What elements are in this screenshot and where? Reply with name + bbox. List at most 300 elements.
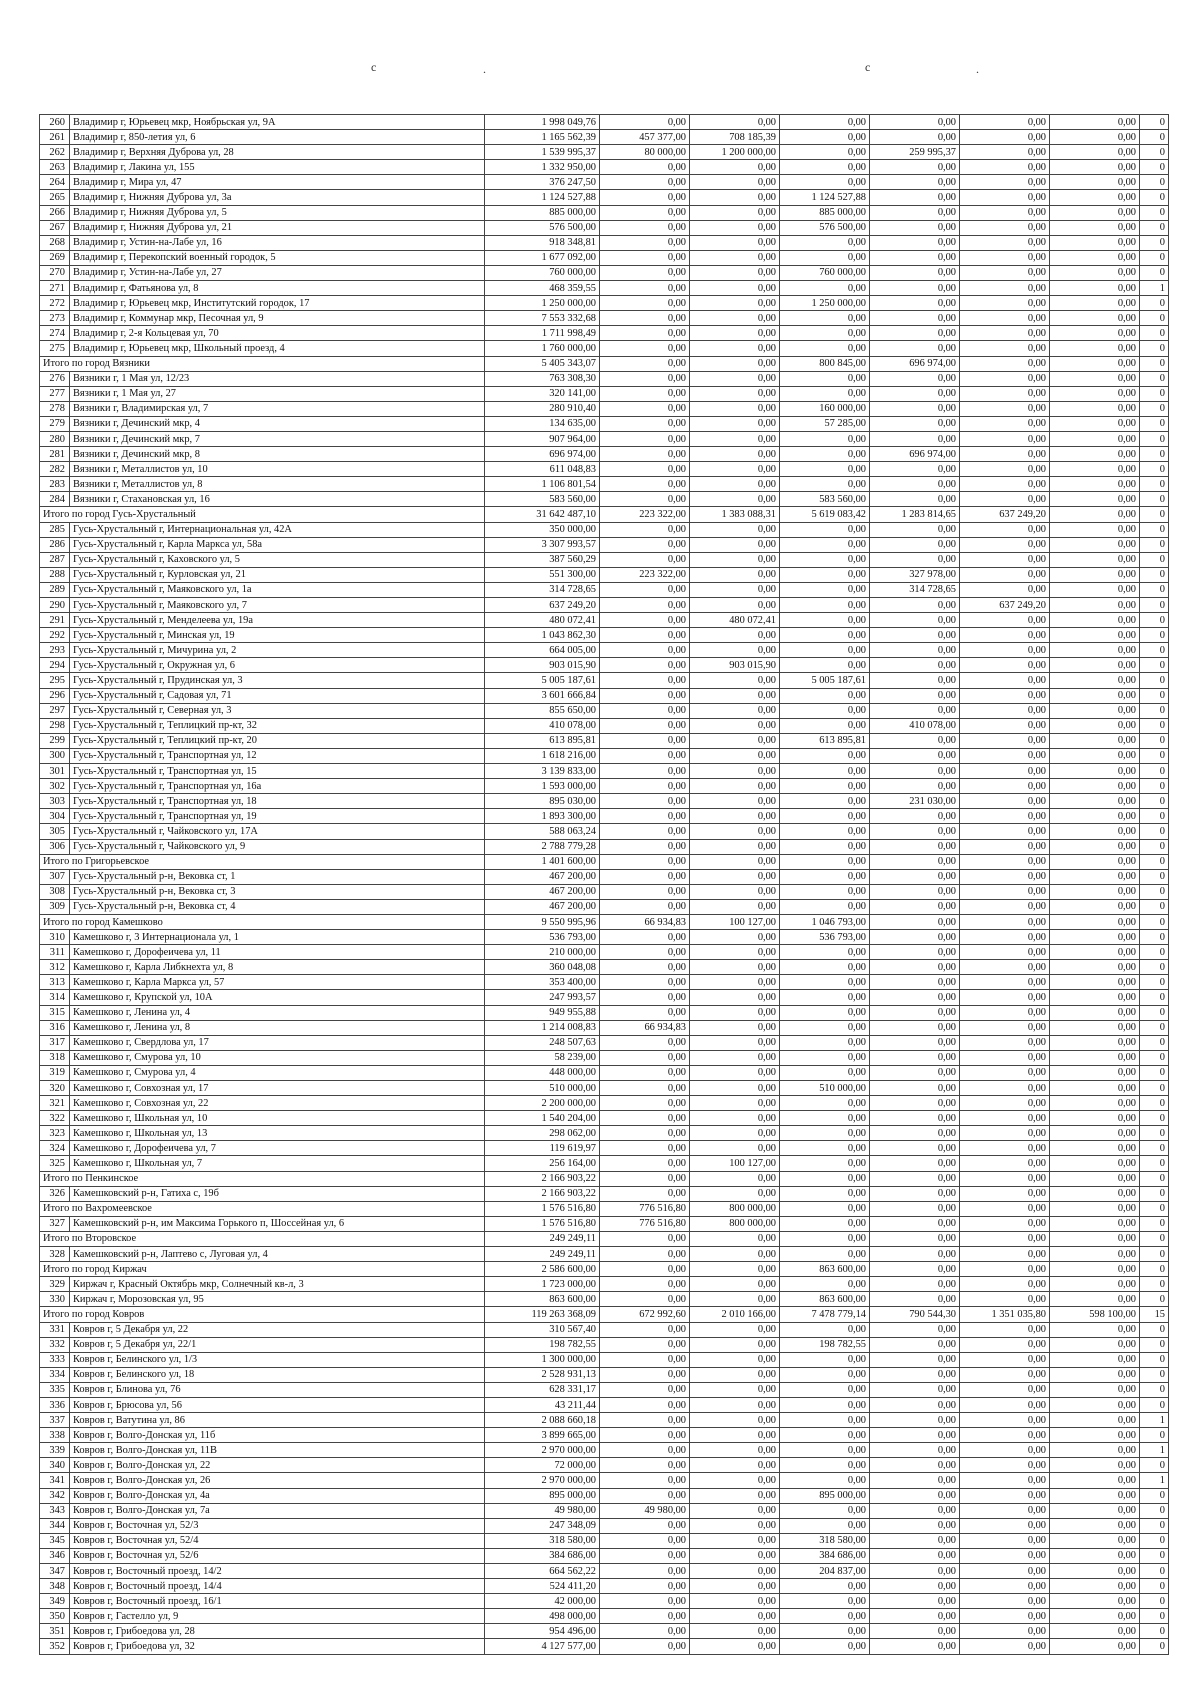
amount-cell: 0,00 [780,1352,870,1367]
scan-mark-2: . [483,62,486,76]
amount-cell: 0,00 [960,658,1050,673]
address-cell: Камешково г, Смурова ул, 10 [70,1050,485,1065]
amount-cell: 0,00 [780,794,870,809]
amount-cell: 0 [1140,779,1169,794]
row-number: 333 [40,1352,70,1367]
amount-cell: 0,00 [960,1050,1050,1065]
row-number: 311 [40,945,70,960]
amount-cell: 0,00 [690,371,780,386]
table-row [40,945,1169,960]
amount-cell: 0,00 [1050,1503,1140,1518]
amount-cell: 0,00 [600,764,690,779]
amount-cell: 0,00 [1050,205,1140,220]
amount-cell: 0,00 [780,1609,870,1624]
address-cell: Владимир г, 850-летия ул, 6 [70,130,485,145]
amount-cell: 0 [1140,205,1169,220]
amount-cell: 0,00 [690,779,780,794]
amount-cell: 0,00 [690,809,780,824]
table-row [40,1141,1169,1156]
amount-cell: 0,00 [960,794,1050,809]
amount-cell: 0,00 [600,990,690,1005]
table-row [40,371,1169,386]
amount-cell: 0,00 [1050,1594,1140,1609]
amount-cell: 0,00 [600,809,690,824]
amount-cell: 0,00 [600,1171,690,1186]
amount-cell: 0,00 [1050,175,1140,190]
row-number: 335 [40,1382,70,1397]
amount-cell: 0,00 [690,960,780,975]
amount-cell: 0,00 [690,1111,780,1126]
amount-cell: 0,00 [870,854,960,869]
address-cell: Гусь-Хрустальный г, Теплицкий пр-кт, 32 [70,718,485,733]
amount-cell: 0,00 [1050,1216,1140,1231]
total-cell: 2 586 600,00 [485,1262,600,1277]
amount-cell: 0,00 [600,703,690,718]
row-number: 283 [40,477,70,492]
amount-cell: 0 [1140,1247,1169,1262]
amount-cell: 0,00 [1050,1186,1140,1201]
amount-cell: 0,00 [690,447,780,462]
total-cell: 1 711 998,49 [485,326,600,341]
amount-cell: 0,00 [870,1518,960,1533]
amount-cell: 0,00 [690,1231,780,1246]
table-row [40,1035,1169,1050]
amount-cell: 0,00 [600,1564,690,1579]
address-cell: Гусь-Хрустальный г, Менделеева ул, 19а [70,613,485,628]
amount-cell: 0,00 [960,462,1050,477]
amount-cell: 0,00 [690,1413,780,1428]
amount-cell: 0,00 [1050,220,1140,235]
amount-cell: 0 [1140,1367,1169,1382]
row-number: 331 [40,1322,70,1337]
amount-cell: 1 124 527,88 [780,190,870,205]
amount-cell: 0,00 [690,1548,780,1563]
table-row [40,884,1169,899]
amount-cell: 0,00 [870,1533,960,1548]
amount-cell: 0 [1140,1292,1169,1307]
table-row [40,733,1169,748]
total-cell: 350 000,00 [485,522,600,537]
amount-cell: 0,00 [960,115,1050,130]
amount-cell: 0,00 [870,824,960,839]
amount-cell: 0,00 [960,356,1050,371]
amount-cell: 0 [1140,658,1169,673]
amount-cell: 0 [1140,537,1169,552]
amount-cell: 0,00 [1050,190,1140,205]
address-cell: Ковров г, Волго-Донская ул, 11б [70,1428,485,1443]
total-cell: 353 400,00 [485,975,600,990]
row-number: 288 [40,567,70,582]
amount-cell: 0,00 [690,1579,780,1594]
table-row [40,688,1169,703]
amount-cell: 0,00 [1050,598,1140,613]
amount-cell: 0,00 [960,1065,1050,1080]
amount-cell: 0,00 [600,1081,690,1096]
address-cell: Вязники г, Дечинский мкр, 4 [70,416,485,431]
amount-cell: 1 351 035,80 [960,1307,1050,1322]
amount-cell: 0,00 [780,1579,870,1594]
amount-cell: 0,00 [960,326,1050,341]
amount-cell: 0 [1140,492,1169,507]
amount-cell: 0 [1140,431,1169,446]
amount-cell: 0,00 [870,265,960,280]
amount-cell: 0,00 [960,1337,1050,1352]
subtotal-row [40,1307,1169,1322]
row-number: 329 [40,1277,70,1292]
address-cell: Владимир г, Перекопский военный городок, 5 [70,250,485,265]
amount-cell: 0,00 [870,477,960,492]
budget-table [39,114,1169,1655]
amount-cell: 0,00 [960,235,1050,250]
amount-cell: 0,00 [960,341,1050,356]
amount-cell: 0,00 [690,205,780,220]
amount-cell: 0,00 [780,1156,870,1171]
amount-cell: 0,00 [960,1231,1050,1246]
amount-cell: 0 [1140,1337,1169,1352]
total-cell: 1 539 995,37 [485,145,600,160]
address-cell: Ковров г, Грибоедова ул, 32 [70,1639,485,1654]
address-cell: Гусь-Хрустальный р-н, Вековка ст, 1 [70,869,485,884]
amount-cell: 100 127,00 [690,914,780,929]
amount-cell: 0,00 [780,160,870,175]
amount-cell: 0,00 [690,341,780,356]
amount-cell: 0 [1140,416,1169,431]
table-row [40,839,1169,854]
amount-cell: 863 600,00 [780,1262,870,1277]
amount-cell: 0 [1140,1548,1169,1563]
amount-cell: 0,00 [600,1292,690,1307]
row-number: 315 [40,1005,70,1020]
address-cell: Гусь-Хрустальный г, Интернациональная ул, 42А [70,522,485,537]
row-number: 338 [40,1428,70,1443]
amount-cell: 0,00 [690,945,780,960]
amount-cell: 0,00 [600,779,690,794]
amount-cell: 0,00 [870,250,960,265]
amount-cell: 895 000,00 [780,1488,870,1503]
amount-cell: 0,00 [870,1367,960,1382]
amount-cell: 0 [1140,386,1169,401]
amount-cell: 0,00 [960,1081,1050,1096]
address-cell: Вязники г, Дечинский мкр, 8 [70,447,485,462]
amount-cell: 0 [1140,1352,1169,1367]
table-row [40,1216,1169,1231]
amount-cell: 0,00 [780,1443,870,1458]
amount-cell: 0,00 [690,1639,780,1654]
total-cell: 249 249,11 [485,1231,600,1246]
amount-cell: 0,00 [600,1367,690,1382]
amount-cell: 327 978,00 [870,567,960,582]
amount-cell: 0,00 [1050,1488,1140,1503]
table-row [40,115,1169,130]
amount-cell: 0,00 [1050,477,1140,492]
address-cell: Ковров г, Волго-Донская ул, 22 [70,1458,485,1473]
amount-cell: 0 [1140,1111,1169,1126]
row-number: 328 [40,1247,70,1262]
amount-cell: 0,00 [780,1247,870,1262]
table-row [40,160,1169,175]
total-cell: 49 980,00 [485,1503,600,1518]
amount-cell: 0,00 [780,1397,870,1412]
address-cell: Гусь-Хрустальный г, Чайковского ул, 17А [70,824,485,839]
amount-cell: 0,00 [600,884,690,899]
amount-cell: 0,00 [1050,235,1140,250]
row-number: 324 [40,1141,70,1156]
amount-cell: 1 [1140,1413,1169,1428]
amount-cell: 0,00 [600,869,690,884]
amount-cell: 0,00 [870,598,960,613]
amount-cell: 0 [1140,1488,1169,1503]
amount-cell: 0,00 [600,175,690,190]
amount-cell: 0,00 [690,552,780,567]
amount-cell: 384 686,00 [780,1548,870,1563]
amount-cell: 0,00 [960,945,1050,960]
amount-cell: 0,00 [960,688,1050,703]
amount-cell: 0 [1140,990,1169,1005]
total-cell: 664 005,00 [485,643,600,658]
row-number: 282 [40,462,70,477]
row-number: 306 [40,839,70,854]
total-cell: 1 124 527,88 [485,190,600,205]
table-row [40,265,1169,280]
amount-cell: 0,00 [600,1096,690,1111]
row-number: 348 [40,1579,70,1594]
table-row [40,613,1169,628]
amount-cell: 0,00 [960,537,1050,552]
amount-cell: 0 [1140,613,1169,628]
address-cell: Киржач г, Морозовская ул, 95 [70,1292,485,1307]
table-row [40,1548,1169,1563]
scan-mark-4: . [976,62,979,76]
amount-cell: 0,00 [960,990,1050,1005]
table-row [40,220,1169,235]
amount-cell: 0,00 [960,477,1050,492]
amount-cell: 0,00 [690,416,780,431]
amount-cell: 0,00 [600,250,690,265]
amount-cell: 0 [1140,190,1169,205]
row-number: 317 [40,1035,70,1050]
amount-cell: 0,00 [600,1579,690,1594]
amount-cell: 0,00 [690,628,780,643]
address-cell: Гусь-Хрустальный г, Карла Маркса ул, 58а [70,537,485,552]
amount-cell: 0 [1140,899,1169,914]
amount-cell: 0,00 [960,1548,1050,1563]
amount-cell: 0,00 [780,598,870,613]
address-cell: Гусь-Хрустальный г, Транспортная ул, 19 [70,809,485,824]
amount-cell: 0,00 [960,1533,1050,1548]
amount-cell: 0 [1140,1579,1169,1594]
amount-cell: 0,00 [1050,779,1140,794]
address-cell: Камешковский р-н, Лаптево с, Луговая ул, 4 [70,1247,485,1262]
amount-cell: 0,00 [960,431,1050,446]
address-cell: Владимир г, Юрьевец мкр, Школьный проезд, 4 [70,341,485,356]
amount-cell: 0,00 [870,884,960,899]
address-cell: Вязники г, Стахановская ул, 16 [70,492,485,507]
amount-cell: 0 [1140,1428,1169,1443]
amount-cell: 0,00 [690,854,780,869]
amount-cell: 0,00 [690,1533,780,1548]
address-cell: Гусь-Хрустальный г, Транспортная ул, 12 [70,748,485,763]
amount-cell: 0,00 [690,643,780,658]
address-cell: Ковров г, Ватутина ул, 86 [70,1413,485,1428]
amount-cell: 0,00 [780,1216,870,1231]
amount-cell: 0,00 [780,884,870,899]
amount-cell: 0,00 [600,748,690,763]
amount-cell: 0,00 [960,673,1050,688]
amount-cell: 0 [1140,824,1169,839]
subtotal-label: Итого по Григорьевское [40,854,485,869]
address-cell: Гусь-Хрустальный г, Маяковского ул, 7 [70,598,485,613]
amount-cell: 0,00 [690,1005,780,1020]
row-number: 305 [40,824,70,839]
amount-cell: 0,00 [690,1458,780,1473]
total-cell: 448 000,00 [485,1065,600,1080]
amount-cell: 0 [1140,930,1169,945]
amount-cell: 0,00 [600,447,690,462]
amount-cell: 0,00 [960,1126,1050,1141]
table-row [40,1533,1169,1548]
amount-cell: 0,00 [690,975,780,990]
amount-cell: 0,00 [780,477,870,492]
amount-cell: 0,00 [960,824,1050,839]
table-row [40,431,1169,446]
amount-cell: 198 782,55 [780,1337,870,1352]
amount-cell: 0,00 [960,1639,1050,1654]
amount-cell: 0,00 [600,1533,690,1548]
address-cell: Камешково г, Смурова ул, 4 [70,1065,485,1080]
row-number: 301 [40,764,70,779]
address-cell: Гусь-Хрустальный р-н, Вековка ст, 3 [70,884,485,899]
amount-cell: 0,00 [600,688,690,703]
table-row [40,130,1169,145]
amount-cell: 0 [1140,1156,1169,1171]
amount-cell: 0,00 [690,1337,780,1352]
amount-cell: 0 [1140,477,1169,492]
amount-cell: 0,00 [690,431,780,446]
amount-cell: 885 000,00 [780,205,870,220]
amount-cell: 800 845,00 [780,356,870,371]
amount-cell: 0,00 [600,794,690,809]
amount-cell: 0 [1140,462,1169,477]
amount-cell: 0,00 [690,598,780,613]
amount-cell: 0,00 [690,1141,780,1156]
total-cell: 696 974,00 [485,447,600,462]
amount-cell: 0,00 [1050,703,1140,718]
amount-cell: 0,00 [780,899,870,914]
total-cell: 2 528 931,13 [485,1367,600,1382]
amount-cell: 0,00 [1050,567,1140,582]
amount-cell: 0,00 [600,537,690,552]
amount-cell: 0,00 [780,1458,870,1473]
amount-cell: 0,00 [960,839,1050,854]
row-number: 291 [40,613,70,628]
amount-cell: 0,00 [600,975,690,990]
amount-cell: 0,00 [1050,250,1140,265]
amount-cell: 0,00 [960,296,1050,311]
amount-cell: 0,00 [780,281,870,296]
amount-cell: 0,00 [960,1503,1050,1518]
amount-cell: 0,00 [1050,1081,1140,1096]
total-cell: 119 619,97 [485,1141,600,1156]
amount-cell: 0 [1140,1216,1169,1231]
address-cell: Камешково г, Совхозная ул, 22 [70,1096,485,1111]
address-cell: Владимир г, Фатьянова ул, 8 [70,281,485,296]
amount-cell: 0,00 [870,235,960,250]
amount-cell: 0,00 [1050,1322,1140,1337]
row-number: 349 [40,1594,70,1609]
table-row [40,1639,1169,1654]
amount-cell: 0,00 [1050,1247,1140,1262]
address-cell: Камешково г, 3 Интернационала ул, 1 [70,930,485,945]
amount-cell: 0,00 [690,1367,780,1382]
amount-cell: 0,00 [600,1186,690,1201]
amount-cell: 0,00 [870,990,960,1005]
amount-cell: 0 [1140,1609,1169,1624]
row-number: 293 [40,643,70,658]
amount-cell: 0,00 [780,1186,870,1201]
table-row [40,1413,1169,1428]
table-row [40,401,1169,416]
amount-cell: 0,00 [600,930,690,945]
address-cell: Камешково г, Свердлова ул, 17 [70,1035,485,1050]
amount-cell: 0,00 [870,537,960,552]
total-cell: 119 263 368,09 [485,1307,600,1322]
amount-cell: 0,00 [1050,1367,1140,1382]
subtotal-label: Итого по Второвское [40,1231,485,1246]
subtotal-row [40,356,1169,371]
amount-cell: 0,00 [600,1473,690,1488]
address-cell: Ковров г, Блинова ул, 76 [70,1382,485,1397]
address-cell: Гусь-Хрустальный г, Транспортная ул, 16а [70,779,485,794]
total-cell: 1 760 000,00 [485,341,600,356]
amount-cell: 0 [1140,567,1169,582]
row-number: 267 [40,220,70,235]
amount-cell: 0,00 [600,356,690,371]
amount-cell: 0,00 [870,371,960,386]
amount-cell: 0,00 [1050,899,1140,914]
amount-cell: 0,00 [600,1322,690,1337]
table-row [40,1609,1169,1624]
amount-cell: 0,00 [690,748,780,763]
amount-cell: 0,00 [1050,1171,1140,1186]
subtotal-label: Итого по Вахромеевское [40,1201,485,1216]
amount-cell: 0,00 [780,326,870,341]
address-cell: Ковров г, 5 Декабря ул, 22 [70,1322,485,1337]
amount-cell: 0 [1140,628,1169,643]
amount-cell: 0,00 [690,235,780,250]
total-cell: 210 000,00 [485,945,600,960]
amount-cell: 0,00 [960,416,1050,431]
amount-cell: 0,00 [690,1443,780,1458]
amount-cell: 7 478 779,14 [780,1307,870,1322]
total-cell: 298 062,00 [485,1126,600,1141]
amount-cell: 0,00 [1050,673,1140,688]
amount-cell: 49 980,00 [600,1503,690,1518]
amount-cell: 0,00 [960,386,1050,401]
amount-cell: 0 [1140,145,1169,160]
row-number: 285 [40,522,70,537]
amount-cell: 0,00 [1050,628,1140,643]
total-cell: 1 106 801,54 [485,477,600,492]
amount-cell: 0 [1140,507,1169,522]
table-row [40,175,1169,190]
amount-cell: 776 516,80 [600,1216,690,1231]
amount-cell: 0,00 [780,371,870,386]
amount-cell: 0,00 [960,930,1050,945]
amount-cell: 0,00 [870,205,960,220]
amount-cell: 0,00 [690,296,780,311]
table-row [40,1292,1169,1307]
amount-cell: 0,00 [690,869,780,884]
